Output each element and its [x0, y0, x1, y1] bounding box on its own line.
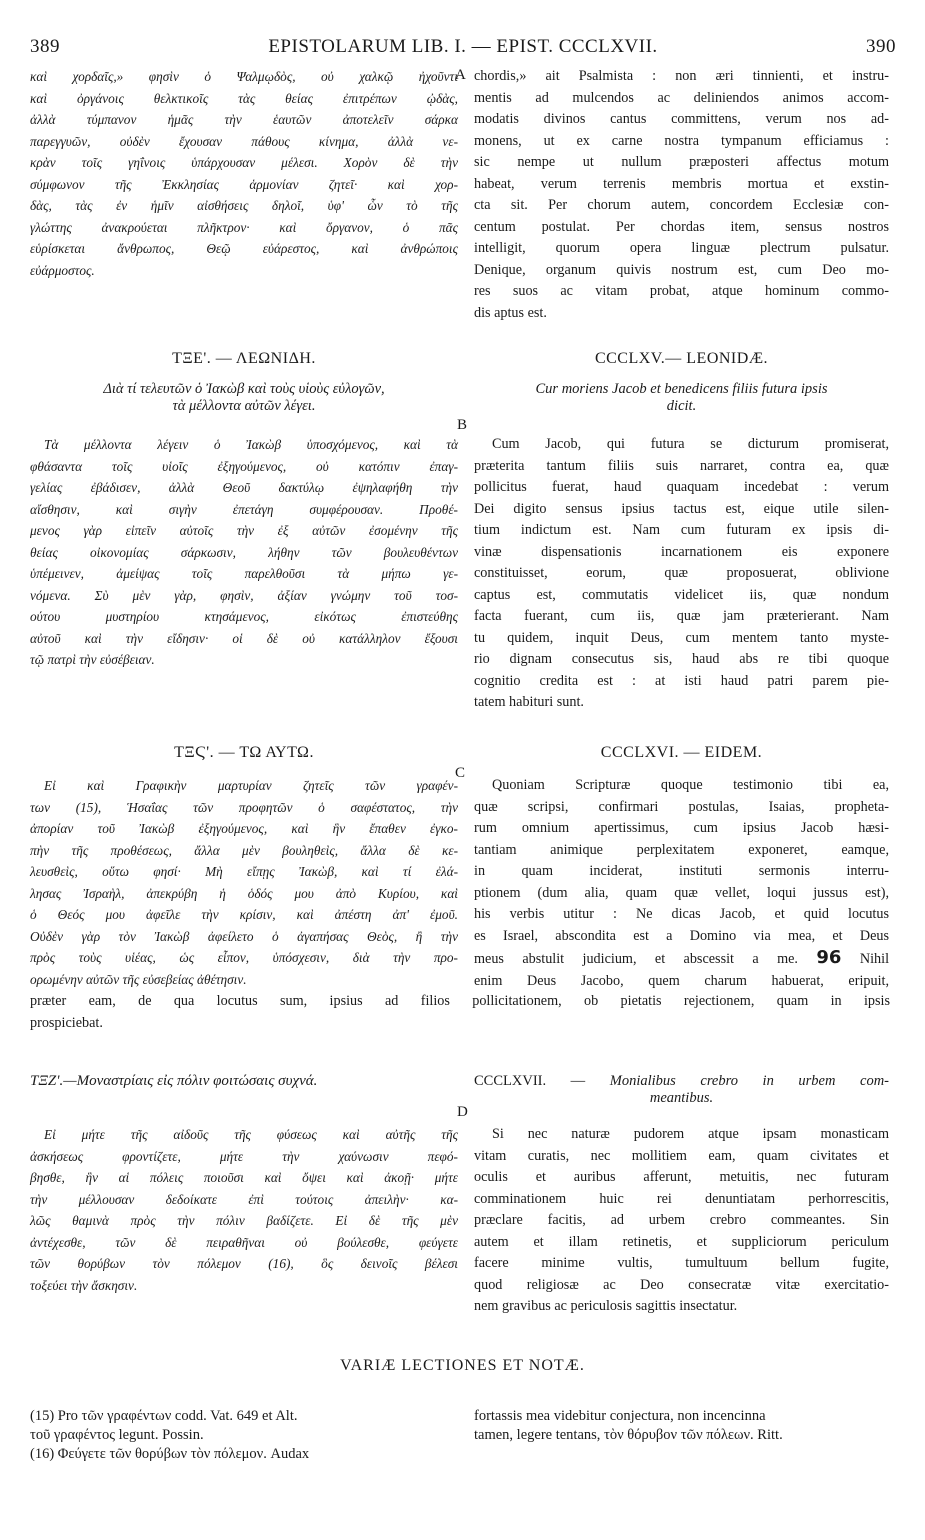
notes-heading: VARIÆ LECTIONES ET NOTÆ. [340, 1357, 585, 1374]
ep266-full-width-line-2: prospiciebat. [30, 1015, 103, 1031]
ep266-greek-text: Εἰ καὶ Γραφικὴν μαρτυρίαν ζητεῖς τῶν γραφέν- των (15), Ἡσαΐας τῶν προφητῶν ὁ σαφέστατος, τὴν ἀπορίαν τοῦ Ἰακὼβ ἐξηγούμενος, καὶ ἣν ἔπαθεν ἐγκο- πὴν τῆς προθέσεως, ἄλλα μὲν βουληθεὶς, ἄλλα δὲ κε- λευσθεὶς, οὕτω φησί· Μὴ εἴπῃς Ἰακὼβ, καὶ τί ἐλά- λησας Ἰσραὴλ, ἀπεκρύβη ἡ ὁδός μου ἀπὸ Κυρίου, καὶ ὁ Θεός μου ἀφεῖλε τὴν κρίσιν, καὶ ἀπέστη ἀπ' ἐμοῦ. Οὐδὲν γὰρ τὸν Ἰακὼβ ἀφείλετο ὁ ἀγαπήσας Θεὸς, ἢ τὴν πρὸς τοὺς υἱέας, ὡς εἶπον, ὑπόσχεσιν, διὰ τὴν προ- ορωμένην αὐτῶν τῆς εὐσεβείας ἀθέτησιν. [30, 778, 458, 987]
margin-letter-a: A [455, 67, 466, 83]
running-header [30, 36, 896, 64]
ep266-latin-text: Quoniam Scripturæ quoque testimonio tibi ea, quæ scripsi, confirmari postulas, Isaias, propheta- rum omnium apertissimus, cum ipsius Jacob hæsi- tantiam animique perplexitatem exponeret, eamque, in quam inciderat, instituti sermonis interru- ptionem (dum alia, quam quæ vellet, loqui jussus est), his verbis utitur : Ne dicas Jacob, et quid locutus es Israel, abscondita est a Domino via mea, et Deus meus abstulit judicium, et abscessit a me. 96 Nihil enim Deus Jacobo, quem charum habuerat, eripuit, [474, 777, 890, 989]
ep267-greek-text: Εἰ μήτε τῆς αἰδοῦς τῆς φύσεως καὶ αὐτῆς τῆς ἀσκήσεως φροντίζετε, μήτε τὴν χαύνωσιν πεφό- βησθε, ἣν αἱ πόλεις ποιοῦσι καὶ ὄψει καὶ ἀκοῇ· μήτε τὴν μέλλουσαν δεδοίκατε ἐπὶ τούτοις ἀπειλὴν· κα- λῶς θαμινὰ πρὸς τὴν πόλιν βαδίζετε. Εἰ δὲ τῆς μὲν ἀντέχεσθε, τῶν δὲ πειραθῆναι οὐ βούλεσθε, φεύγετε τῶν θορύβων τὸν πόλεμον (16), ὃς δεινοῖς βέλεσι τοξεύει τὴν ἄσκησιν. [30, 1127, 458, 1293]
ep265-latin-title: CCCLXV.— LEONIDÆ. [594, 350, 769, 367]
page-number-right: 390 [866, 36, 896, 57]
notes-left-column: (15) Pro τῶν γραφέντων codd. Vat. 649 et Alt. τοῦ γραφέντος legunt. Possin. (16) Φεύγετε τῶν θορύβων τὸν πόλεμον. Audax [30, 1408, 310, 1462]
running-title: EPISTOLARUM LIB. I. — EPIST. CCCLXVII. [268, 36, 658, 57]
ep267-latin-text: Si nec naturæ pudorem atque ipsam monasticam vitam curatis, nec mollitiem eam, quam civitates et oculis et auribus afferunt, metuitis, nec futuram comminationem huic rei denuntiatam perhorrescitis, præclare facitis, ad urbem crebro commeantes. Sin autem et illam retinetis, et suppliciorum periculum facere minime vultis, tumultuum bellum fugite, quod religiosæ ac Deo consecratæ vitæ exercitatio- nem gravibus ac periculosis sagittis insectatur. [474, 1126, 889, 1314]
notes-right-column: fortassis mea videbitur conjectura, non incencinna tamen, legere tentans, τὸν θόρυβον τῶν πόλεων. Ritt. [474, 1408, 783, 1443]
ep265-greek-subtitle: Διὰ τί τελευτῶν ὁ Ἰακὼβ καὶ τοὺς υἱοὺς εὐλογῶν, τὰ μέλλοντα αὐτῶν λέγει. [103, 381, 385, 414]
margin-letter-d: D [457, 1104, 468, 1120]
intro-greek-text: καὶ χορδαῖς,» φησὶν ὁ Ψαλμῳδὸς, οὐ χαλκῷ ἠχοῦντι καὶ ὀργάνοις θελκτικοῖς τὰς θείας ἐπιτρέπων ᾠδὰς, ἀλλὰ τύμπανον ἡμᾶς τὴν ἑαυτῶν ἀποτελεῖν σάρκα παρεγγυῶν, οὐδὲν ἔχουσαν πάθους κίνημα, ἀλλὰ νε- κρὰν τοῖς γηΐνοις ὑπάρχουσαν μέλεσι. Χορὸν δὲ τὴν σύμφωνον τῆς Ἐκκλησίας ἁρμονίαν ζητεῖ· καὶ χορ- δὰς, τὰς ἐν ἡμῖν αἰσθήσεις δηλοῖ, ὑφ' ὧν τὸ τῆς γλώττης ἀνακρούεται πλῆκτρον· καὶ ὄργανον, ὁ πᾶς εὑρίσκεται ἄνθρωπος, Θεῷ εὐάρεστος, καὶ ἀνθρώποις εὐάρμοστος. [30, 69, 458, 278]
ep265-latin-text: Cum Jacob, qui futura se dicturum promiserat, præterita tantum filiis suis narraret, contra ea, quæ pollicitus fuerat, haud quaquam incedebat : verum Dei digito sensus ipsius tactus est, eique utile silen- tium indictum est. Nam cum futuram ex ipsis di- vinæ dispensationis incarnationem eis exponere constituisset, eorum, quæ proposuerat, oblivione captus est, commutatis videlicet iis, quæ nondum facta fuerant, cum iis, quæ jam præterierant. Nam tu quidem, inquit Deus, cum mentem tanto myste- rio dignam consecutus sis, haud abs re tibi quoque cognitio credita est : at isti haud patri parem pie- tatem habituri sunt. [474, 436, 889, 710]
margin-letter-b: B [457, 417, 468, 433]
ep265-greek-text: Τὰ μέλλοντα λέγειν ὁ Ἰακὼβ ὑποσχόμενος, καὶ τὰ φθάσαντα τοῖς υἱοῖς ἐξηγούμενος, οὐ κατόπιν ἐπαγ- γελίας ἐβάδισεν, ἀλλὰ Θεοῦ δακτύλῳ ἐψηλαφήθη τὴν αἴσθησιν, καὶ σιγὴν ἐπετάγη συμφέρουσαν. Προθέ- μενος γὰρ εἰπεῖν αὐτοῖς τὴν ἐξ αὐτῶν ἐσομένην τῆς θείας οἰκονομίας σάρκωσιν, λήθην τῶν βουλευθέντων ὑπέμεινεν, ἀμείψας τοῖς παρελθοῦσι τὰ μήπω γε- νόμενα. Σὺ μὲν γὰρ, φησὶν, ἀξίαν γνώμην τοῦ τοσ- ούτου μυστηρίου κτησάμενος, εἰκότως ἐπιστεύθης αὐτοῦ καὶ τὴν εἴδησιν· οἱ δὲ οὐ κατάλληλον ἔξουσι τῷ πατρὶ τὴν εὐσέβειαν. [30, 437, 458, 667]
ep266-latin-title: CCCLXVI. — EIDEM. [600, 744, 763, 761]
ep267-greek-title: ΤΞΖ'.—Μοναστρίαις εἰς πόλιν φοιτώσαις συχνά. [30, 1073, 318, 1089]
ep266-full-width-line-1: præter eam, de qua locutus sum, ipsius ad filios pollicitationem, ob pietatis rejectionem, quam in ipsis [30, 993, 890, 1009]
column-number-marker: 96 [816, 947, 842, 968]
page-number-left: 389 [30, 36, 60, 57]
ep265-latin-subtitle: Cur moriens Jacob et benedicens filiis futura ipsis dicit. [535, 381, 828, 414]
ep266-greek-title: ΤΞϚ'. — ΤΩ ΑΥΤΩ. [174, 744, 314, 761]
intro-latin-text: chordis,» ait Psalmista : non æri tinnienti, et instru- mentis ad mulcendos ac deliniendos animos accom- modatis divinos cantus committens, verum nos ad- monens, ut ex carne nostra tympanum efficiamus : sic nempe ut nullum præposteri affectus motum habeat, verum terrenis membris mortua et exstin- cta sit. Per chorum autem, concordem Ecclesiæ con- centum postulat. Per chordas item, sensus nostros intelligit, quorum opera linguæ plectrum pulsatur. Denique, organum quivis nostrum est, cum Deo mo- res suos ac vitam probat, atque hominum commo- dis aptus est. [474, 68, 889, 321]
ep267-latin-title: CCCLXVII. — Monialibus crebro in urbem com- meantibus. [474, 1073, 889, 1106]
margin-letter-c: C [455, 765, 466, 781]
ep265-greek-title: ΤΞΕ'. — ΛΕΩΝΙΔΗ. [172, 350, 316, 367]
